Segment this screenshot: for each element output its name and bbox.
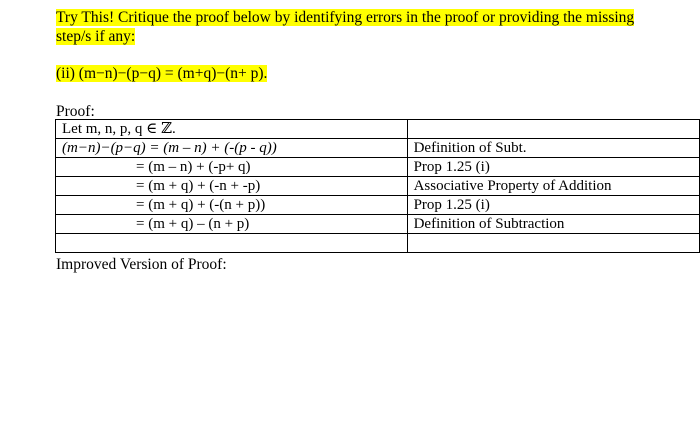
reason-cell [407,120,699,139]
instruction [56,8,676,46]
reason-cell: Definition of Subt. [407,139,699,158]
table-row [56,196,700,215]
table-row [56,120,700,139]
instruction-line-2: step/s if any: [56,28,136,45]
table-row [56,139,700,158]
statement-cell [56,139,408,158]
reason-cell: Prop 1.25 (i) [407,196,699,215]
instruction-line-1: Try This! Critique the proof below by identifying errors in the proof or providing the missing [56,9,635,26]
reason-cell: Prop 1.25 (i) [407,158,699,177]
expression [56,64,267,83]
reason-cell [407,234,699,253]
statement-cell: = (m – n) + (-p+ q) [56,158,408,177]
expression-text: (ii) (m−n)−(p−q) = (m+q)−(n+ p). [56,65,268,82]
reason-cell: Associative Property of Addition [407,177,699,196]
proof-label: Proof: [56,103,95,120]
statement-text: (m−n)−(p−q) = (m – n) + (-(p - q)) [62,140,277,156]
table-row [56,215,700,234]
reason-cell: Definition of Subtraction [407,215,699,234]
statement-cell: = (m + q) – (n + p) [56,215,408,234]
table-row [56,158,700,177]
improved-label: Improved Version of Proof: [56,256,227,273]
statement-cell [56,234,408,253]
statement-cell: = (m + q) + (-(n + p)) [56,196,408,215]
statement-cell: = (m + q) + (-n + -p) [56,177,408,196]
table-row [56,234,700,253]
statement-cell: Let m, n, p, q ∈ ℤ. [56,120,408,139]
proof-table [55,119,700,253]
table-row [56,177,700,196]
